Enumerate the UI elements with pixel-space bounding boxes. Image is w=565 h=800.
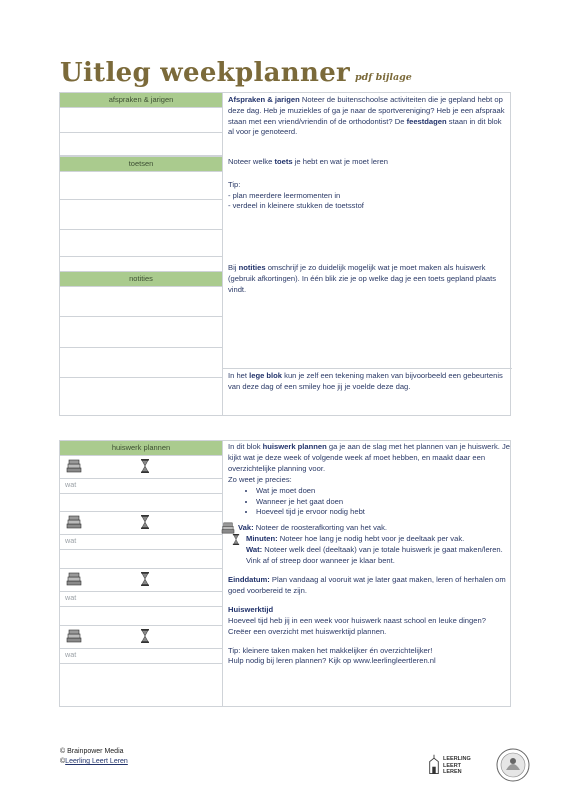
huiswerk-header: huiswerk plannen: [60, 441, 222, 456]
books-icon: [66, 515, 82, 529]
lege-blok-body: In het: [228, 371, 250, 380]
toets-bold: toets: [274, 157, 293, 166]
huiswerktijd-label: Huiswerktijd: [228, 604, 274, 614]
vak-label: Vak:: [238, 523, 254, 533]
minuten-text: Noteer hoe lang je nodig hebt voor je deeltaak per vak.: [277, 534, 465, 544]
huiswerk-block: [59, 440, 511, 707]
hourglass-icon: [232, 534, 240, 545]
huiswerk-entry[interactable]: [60, 626, 222, 706]
footer-copyright-2: [60, 758, 128, 765]
leerling-leert-leren-logo: [428, 752, 478, 782]
afspraken-header: afspraken & jarigen: [60, 93, 222, 108]
lege-blok-text: [228, 371, 508, 393]
afspraken-body: Noteer de buitenschoolse activiteiten die je gepland hebt op deze dag. Heb je muziekles of ga je naar de sportvereniging? Heb je een afspraak staan met een vriend/vriendin of de orthodontist? De: [228, 95, 505, 126]
tip-item: - plan meerdere leermomenten in: [228, 190, 341, 200]
notities-body-2: omschrijf je zo duidelijk mogelijk wat je moet maken als huiswerk (gebruik afkortingen). In één blik zie je op welke dag je een toets gepland plaats vindt.: [228, 263, 497, 294]
feestdagen-bold: feestdagen: [406, 116, 447, 126]
hourglass-icon: [140, 515, 150, 529]
books-icon: [221, 522, 235, 534]
huiswerk-entry[interactable]: [60, 512, 222, 569]
afspraken-body-2: staan in dit blok al voor je genoteerd.: [228, 116, 502, 137]
afspraken-row[interactable]: [60, 133, 222, 156]
wat-bold: Wat:: [246, 545, 263, 555]
huiswerk-bold: huiswerk plannen: [262, 442, 327, 451]
leerling-leert-leren-link[interactable]: Leerling Leert Leren: [65, 758, 128, 765]
logo-line: LEREN: [443, 769, 462, 775]
logo-line: LEERT: [443, 762, 462, 769]
lege-blok-divider: [223, 368, 512, 369]
wat-label: wat: [60, 534, 222, 549]
books-icon: [66, 629, 82, 643]
afspraken-text: [228, 95, 508, 138]
logo-line: LEERLING: [443, 756, 471, 762]
wat-label: wat: [60, 478, 222, 493]
notities-row[interactable]: [60, 348, 222, 378]
notities-row[interactable]: [60, 287, 222, 317]
toetsen-body: Noteer welke: [228, 157, 275, 166]
hourglass-icon: [140, 572, 150, 586]
wat-label: wat: [60, 591, 222, 606]
hourglass-icon: [140, 459, 150, 473]
school-icon: [428, 754, 440, 776]
huiswerk-text: [228, 442, 510, 667]
huiswerk-tip: Tip: kleinere taken maken het makkelijker én overzichtelijker!: [228, 645, 433, 655]
wat-label: wat: [60, 648, 222, 663]
wat-text: Noteer welk deel (deeltaak) van je totale huiswerk je gaat maken/leren. Vink af of streep door wanneer je klaar bent.: [246, 545, 503, 566]
afspraken-bold: Afspraken & jarigen: [228, 95, 300, 104]
tip-label: Tip:: [228, 179, 241, 189]
top-block: [59, 92, 511, 416]
huiswerk-entry[interactable]: [60, 456, 222, 512]
huiswerk-intro-3: Zo weet je precies:: [228, 474, 292, 484]
notities-body: Bij: [228, 263, 239, 272]
huiswerk-entry[interactable]: [60, 569, 222, 626]
toetsen-row[interactable]: [60, 172, 222, 200]
footer-copyright: © Brainpower Media: [60, 748, 124, 755]
afspraken-row[interactable]: [60, 108, 222, 133]
toetsen-row[interactable]: [60, 230, 222, 257]
einddatum-label: Einddatum:: [228, 574, 270, 584]
lege-blok-body-2: kun je zelf een tekening maken van bijvoorbeeld een gebeurtenis van deze dag of een smiley hoe jij je voelde deze dag.: [228, 371, 503, 391]
tip-item: - verdeel in kleinere stukken de toetsstof: [228, 201, 364, 211]
page-title: Uitleg weekplanner: [60, 58, 351, 88]
huiswerk-intro-2: ga je aan de slag met het plannen van je huiswerk. Je kijkt wat je deze week of volgende week af moet hebben, en maakt daar een overzichtelijke planning voor.: [228, 442, 510, 473]
badge-icon: [496, 748, 530, 782]
einddatum-text: Plan vandaag al vooruit wat je later gaat maken, leren of herhalen om goed voorbereid te zijn.: [228, 574, 506, 595]
huiswerk-help: Hulp nodig bij leren plannen? Kijk op www.leerlingleertleren.nl: [228, 656, 436, 666]
notities-row[interactable]: [60, 317, 222, 348]
minuten-label: Minuten:: [246, 534, 278, 544]
huiswerk-intro: In dit blok: [228, 442, 263, 451]
bullet-item: • Wat je moet doen: [256, 486, 510, 497]
bullet-item: • Hoeveel tijd je ervoor nodig hebt: [256, 507, 510, 518]
notities-bold: notities: [238, 263, 266, 272]
huiswerktijd-text: Hoeveel tijd heb jij in een week voor huiswerk naast school en leuke dingen? Creëer een overzicht met huiswerktijd plannen.: [228, 615, 486, 636]
brainpower-badge-logo: [496, 748, 530, 787]
left-column: [60, 93, 223, 415]
bullet-item: • Wanneer je het gaat doen: [256, 497, 510, 508]
huiswerk-bullets: [228, 486, 510, 519]
lege-blok-bold: lege blok: [249, 371, 283, 380]
vak-text: Noteer de roosterafkorting van het vak.: [253, 523, 388, 533]
page-subtitle: pdf bijlage: [355, 72, 412, 83]
notities-text: [228, 263, 508, 295]
hourglass-icon: [140, 629, 150, 643]
toetsen-row[interactable]: [60, 200, 222, 230]
toetsen-header: toetsen: [60, 156, 222, 172]
toetsen-body-2: je hebt en wat je moet leren: [292, 157, 388, 166]
books-icon: [66, 572, 82, 586]
copyright-prefix: ©: [60, 758, 66, 765]
notities-header: notities: [60, 271, 222, 287]
toetsen-text: [228, 157, 508, 212]
huiswerk-left-column: [60, 441, 223, 706]
books-icon: [66, 459, 82, 473]
